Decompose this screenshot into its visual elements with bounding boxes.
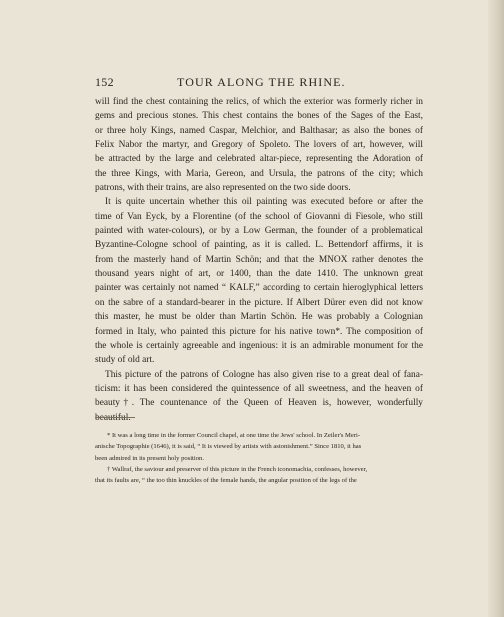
body-line: the whole is certainly agreeable and ingenious: it is an admirable monument for the — [95, 340, 423, 351]
body-line: ticism: it has been considered the quintessence of all sweetness, and the heaven of — [95, 383, 423, 394]
body-line: this master, he must be older than Martin Schön. He was probably a Colognian — [95, 312, 423, 323]
body-line: will find the chest containing the relics, of which the exterior was formerly richer in — [95, 97, 423, 107]
body-line: study of old art. — [95, 355, 155, 366]
page-number: 152 — [95, 75, 114, 89]
body-line: beautiful. — [95, 412, 131, 423]
body-line: Felix Nabor the martyr, and Gregory of Spoleto. The lovers of art, however, will — [95, 140, 423, 151]
body-line: beauty†. The countenance of the Queen of Heaven is, however, wonderfully — [95, 398, 423, 409]
body-line: time of Van Eyck, by a Florentine (of the school of Giovanni di Fiesole, who still — [95, 211, 423, 222]
page-edge-shadow — [488, 0, 504, 617]
footnote-line: been admired in its present holy position. — [95, 454, 204, 462]
footnote-line: † Wallraf, the saviour and preserver of this picture in the French iconomachia, confesses, however, — [107, 465, 368, 473]
body-line: from the masterly hand of Martin Schön; and that the MNOX rather denotes the — [95, 254, 423, 265]
body-line: the three Kings, with Maria, Gereon, and Ursula, the patrons of the city; which — [95, 168, 423, 179]
body-line: be attracted by the large and celebrated altar-piece, representing the Adoration of — [95, 154, 423, 165]
footnote-line: that its faults are, “ the too thin knuckles of the female hands, the angular position of the legs of the — [95, 477, 357, 485]
body-text — [95, 95, 423, 425]
footnote-line: * It was a long time in the former Council chapel, at one time the Jews' school. In Zeiler's Meri- — [107, 432, 361, 439]
body-line: on the sabre of a standard-bearer in the picture. If Albert Dürer even did not know — [95, 297, 423, 308]
running-head: TOUR ALONG THE RHINE. — [177, 75, 346, 89]
footnote-rule — [95, 417, 135, 418]
footnotes — [95, 430, 415, 486]
body-line: formed in Italy, who painted this picture for his native town*. The composition of — [95, 326, 423, 337]
body-line: painter was certainly not named “ KALF,” according to certain hieroglyphical letters — [95, 283, 423, 294]
body-line: gems and precious stones. This chest contains the bones of the Sages of the East, — [95, 111, 423, 122]
body-line: patrons, with their trains, are also represented on the two side doors. — [95, 183, 351, 194]
body-line: It is quite uncertain whether this oil painting was executed before or after the — [105, 197, 423, 208]
page-header — [95, 75, 425, 91]
footnote-line: anische Topographie (1646), it is said, “ It is viewed by artists with astonishment.” Since 1810, it has — [95, 443, 362, 451]
body-line: or three holy Kings, named Caspar, Melchior, and Balthasar; as also the bones of — [95, 125, 423, 136]
body-line: thousand years night of art, or 1400, than the date 1410. The unknown great — [95, 269, 423, 280]
body-line: painted with water-colours), or by a Low German, the founder of a problematical — [95, 226, 423, 237]
body-line: Byzantine-Cologne school of painting, as it is called. L. Bettendorf affirms, it is — [95, 240, 423, 251]
body-line: This picture of the patrons of Cologne has also given rise to a great deal of fana- — [105, 369, 423, 380]
